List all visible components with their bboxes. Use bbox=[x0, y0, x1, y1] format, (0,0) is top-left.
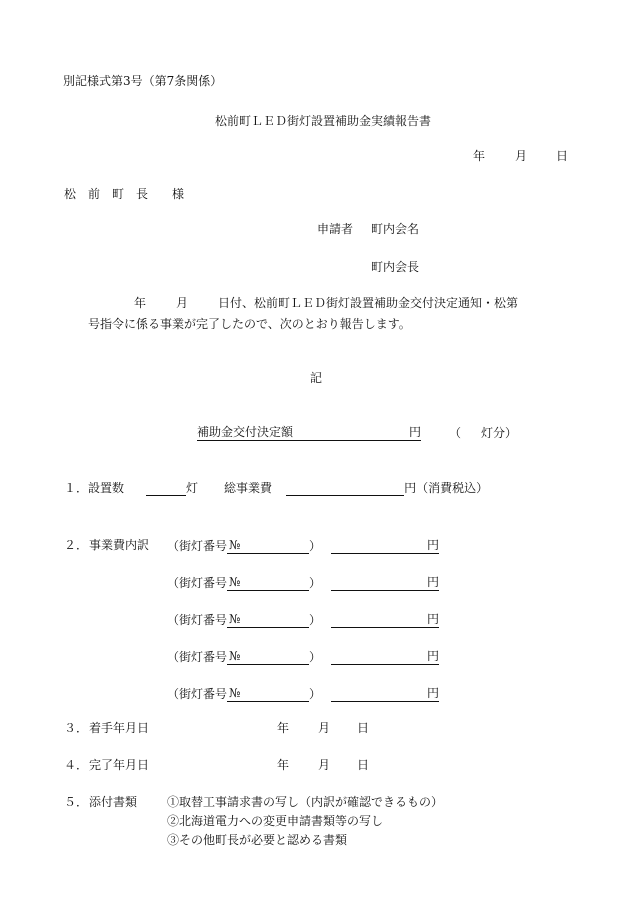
breakdown-row bbox=[167, 685, 439, 702]
lamp-count-blank[interactable] bbox=[146, 480, 186, 496]
number-sign: № bbox=[229, 649, 241, 663]
ki-heading: 記 bbox=[310, 371, 323, 385]
breakdown-amount-blank[interactable] bbox=[331, 538, 427, 554]
date-month: 月 bbox=[515, 149, 528, 163]
date-day: 日 bbox=[556, 149, 569, 163]
grant-paren-open: （ bbox=[449, 426, 462, 440]
item-1-label: 設置数 bbox=[88, 481, 125, 495]
lamp-number-field[interactable] bbox=[227, 611, 309, 628]
breakdown-yen: 円 bbox=[427, 649, 440, 663]
lamp-number-close: ） bbox=[309, 687, 322, 701]
breakdown-amount-blank[interactable] bbox=[331, 575, 427, 591]
item-4-month: 月 bbox=[318, 758, 331, 772]
breakdown-row bbox=[167, 574, 439, 591]
body-line2-text: 号指令に係る事業が完了したので、次のとおり報告します。 bbox=[88, 317, 411, 331]
item-1-total-label: 総事業費 bbox=[224, 481, 273, 495]
number-sign: № bbox=[229, 686, 241, 700]
body-month: 月 bbox=[176, 296, 189, 310]
breakdown-amount-blank[interactable] bbox=[331, 686, 427, 702]
lamp-number-close: ） bbox=[309, 539, 322, 553]
item-3-month: 月 bbox=[318, 721, 331, 735]
number-sign: № bbox=[229, 575, 241, 589]
grant-amount-line bbox=[197, 424, 517, 441]
breakdown-yen: 円 bbox=[427, 538, 440, 552]
applicant-label: 申請者 bbox=[317, 222, 354, 236]
association-name-label: 町内会名 bbox=[371, 222, 420, 236]
breakdown-yen: 円 bbox=[427, 575, 440, 589]
item-1-number: １． bbox=[64, 481, 89, 495]
item-1-lamp-unit: 灯 bbox=[186, 481, 199, 495]
breakdown-row bbox=[167, 648, 439, 665]
breakdown-amount-blank[interactable] bbox=[331, 649, 427, 665]
lamp-number-field[interactable] bbox=[227, 537, 309, 554]
item-3-day: 日 bbox=[357, 721, 370, 735]
lamp-number-field[interactable] bbox=[227, 685, 309, 702]
item-4-number: ４． bbox=[64, 758, 89, 772]
lamp-number-prefix: （街灯番号 bbox=[167, 687, 228, 701]
breakdown-row bbox=[167, 611, 439, 628]
breakdown-yen: 円 bbox=[427, 612, 440, 626]
breakdown-yen: 円 bbox=[427, 686, 440, 700]
lamp-number-prefix: （街灯番号 bbox=[167, 539, 228, 553]
grant-yen: 円 bbox=[409, 425, 422, 439]
lamp-number-field[interactable] bbox=[227, 648, 309, 665]
grant-amount-blank[interactable] bbox=[293, 425, 409, 441]
breakdown-row bbox=[167, 537, 439, 554]
attachment-doc-2: ②北海道電力への変更申請書類等の写し bbox=[167, 814, 384, 828]
addressee: 松 前 町 長 様 bbox=[64, 187, 185, 201]
lamp-number-close: ） bbox=[309, 613, 322, 627]
lamp-number-prefix: （街灯番号 bbox=[167, 613, 228, 627]
item-5-number: ５． bbox=[64, 795, 89, 809]
date-year: 年 bbox=[473, 149, 486, 163]
number-sign: № bbox=[229, 538, 241, 552]
attachment-doc-3: ③その他町長が必要と認める書類 bbox=[167, 833, 348, 847]
item-3-year: 年 bbox=[277, 721, 290, 735]
item-1-yen-tax: 円（消費税込） bbox=[404, 481, 489, 495]
lamp-number-close: ） bbox=[309, 650, 322, 664]
association-head-label: 町内会長 bbox=[371, 260, 420, 274]
item-1-row bbox=[64, 480, 488, 496]
item-2-label: 事業費内訳 bbox=[89, 538, 150, 552]
body-year: 年 bbox=[134, 296, 147, 310]
item-3-label: 着手年月日 bbox=[89, 721, 150, 735]
item-4-year: 年 bbox=[277, 758, 290, 772]
attachment-doc-1: ①取替工事請求書の写し（内訳が確認できるもの） bbox=[167, 795, 444, 809]
lamp-number-prefix: （街灯番号 bbox=[167, 576, 228, 590]
form-reference: 別記様式第3号（第7条関係） bbox=[63, 74, 223, 88]
lamp-number-close: ） bbox=[309, 576, 322, 590]
lamp-number-prefix: （街灯番号 bbox=[167, 650, 228, 664]
item-5-label: 添付書類 bbox=[89, 795, 138, 809]
item-3-number: ３． bbox=[64, 721, 89, 735]
total-cost-blank[interactable] bbox=[286, 480, 404, 496]
grant-lamp-unit: 灯分） bbox=[481, 426, 518, 440]
breakdown-amount-blank[interactable] bbox=[331, 612, 427, 628]
number-sign: № bbox=[229, 612, 241, 626]
grant-label: 補助金交付決定額 bbox=[197, 425, 294, 439]
document-title: 松前町ＬＥＤ街灯設置補助金実績報告書 bbox=[215, 114, 432, 128]
body-line1-text: 日付、松前町ＬＥＤ街灯設置補助金交付決定通知・松第 bbox=[218, 296, 519, 310]
item-4-day: 日 bbox=[357, 758, 370, 772]
item-2-number: ２． bbox=[64, 538, 89, 552]
item-4-label: 完了年月日 bbox=[89, 758, 150, 772]
lamp-number-field[interactable] bbox=[227, 574, 309, 591]
